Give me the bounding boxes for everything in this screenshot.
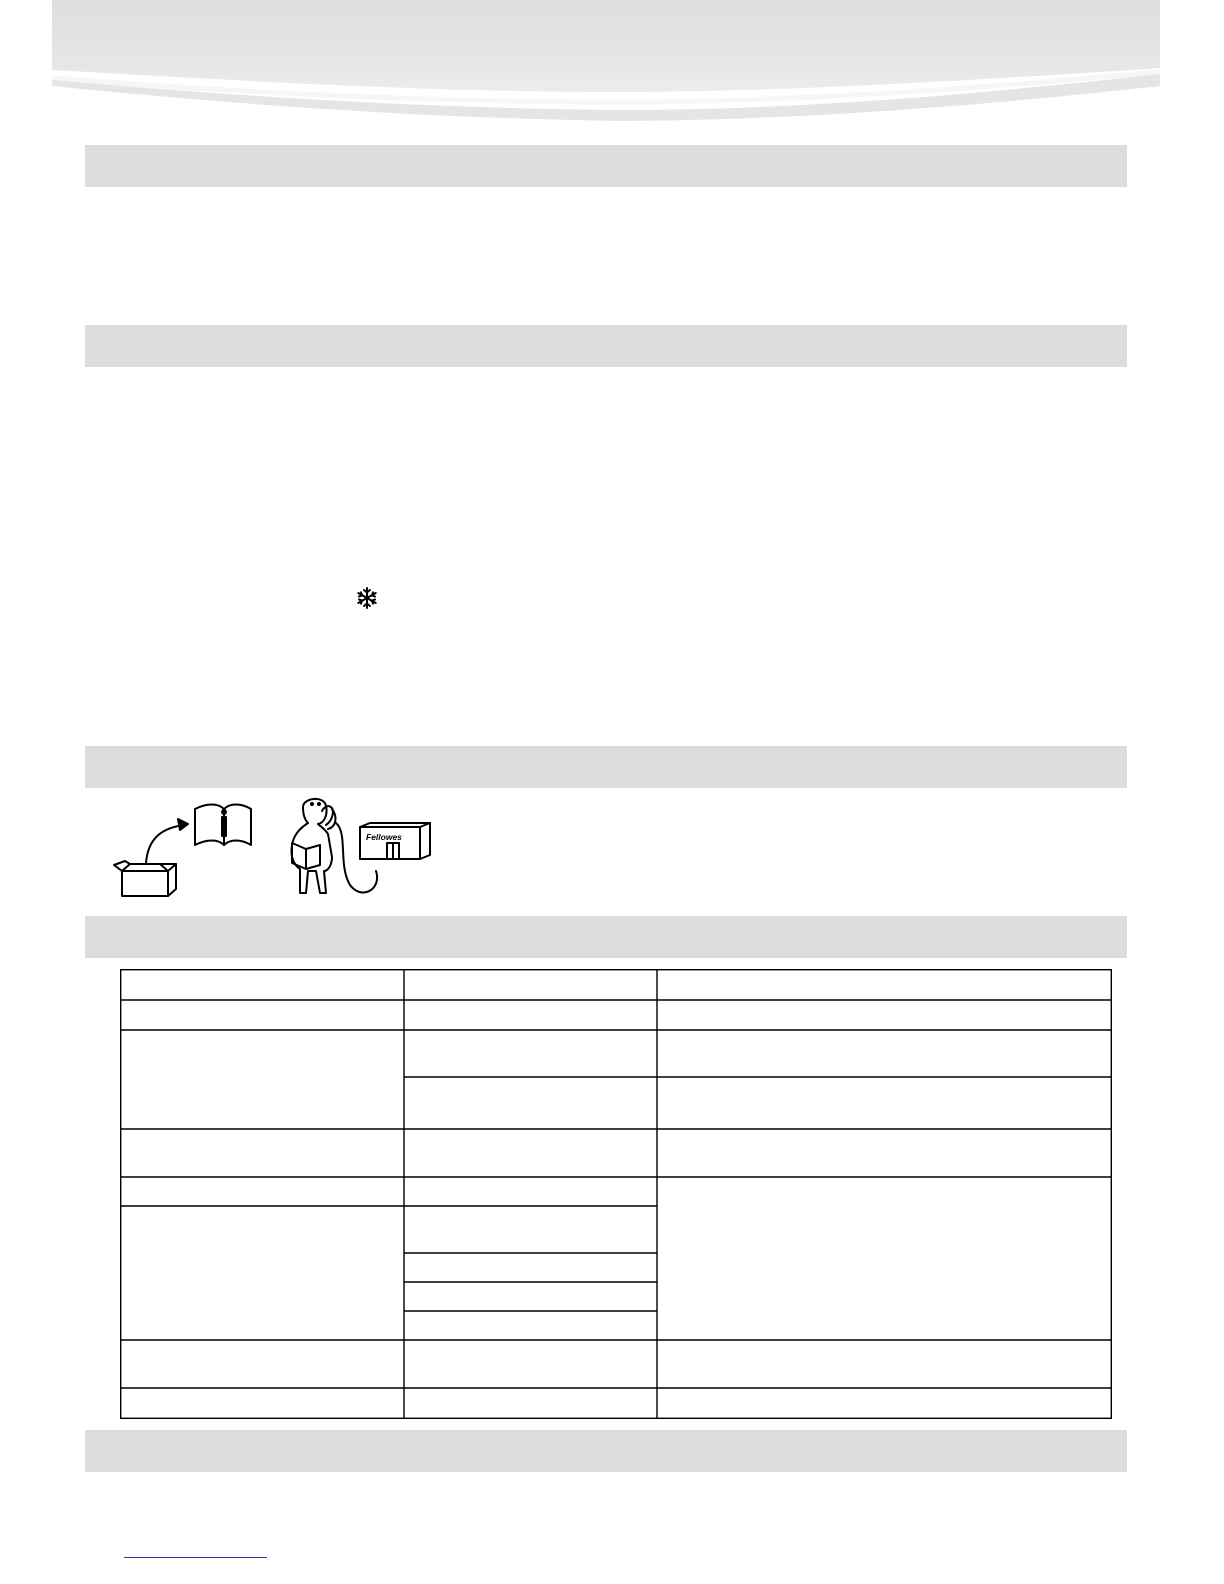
header-swoosh xyxy=(0,0,1224,135)
section-bar-5 xyxy=(85,1430,1127,1472)
data-table xyxy=(120,969,1112,1419)
link-underline[interactable] xyxy=(124,1557,267,1558)
section-bar-2 xyxy=(85,325,1127,367)
section-bar-3 xyxy=(85,746,1127,788)
section-bar-1 xyxy=(85,145,1127,187)
person-phone-icon xyxy=(291,799,377,893)
brand-logo-text: Fellowes xyxy=(366,832,402,842)
support-illustration xyxy=(110,793,440,901)
section-bar-4 xyxy=(85,916,1127,958)
snowflake-icon xyxy=(355,586,379,610)
box-icon xyxy=(114,861,176,896)
